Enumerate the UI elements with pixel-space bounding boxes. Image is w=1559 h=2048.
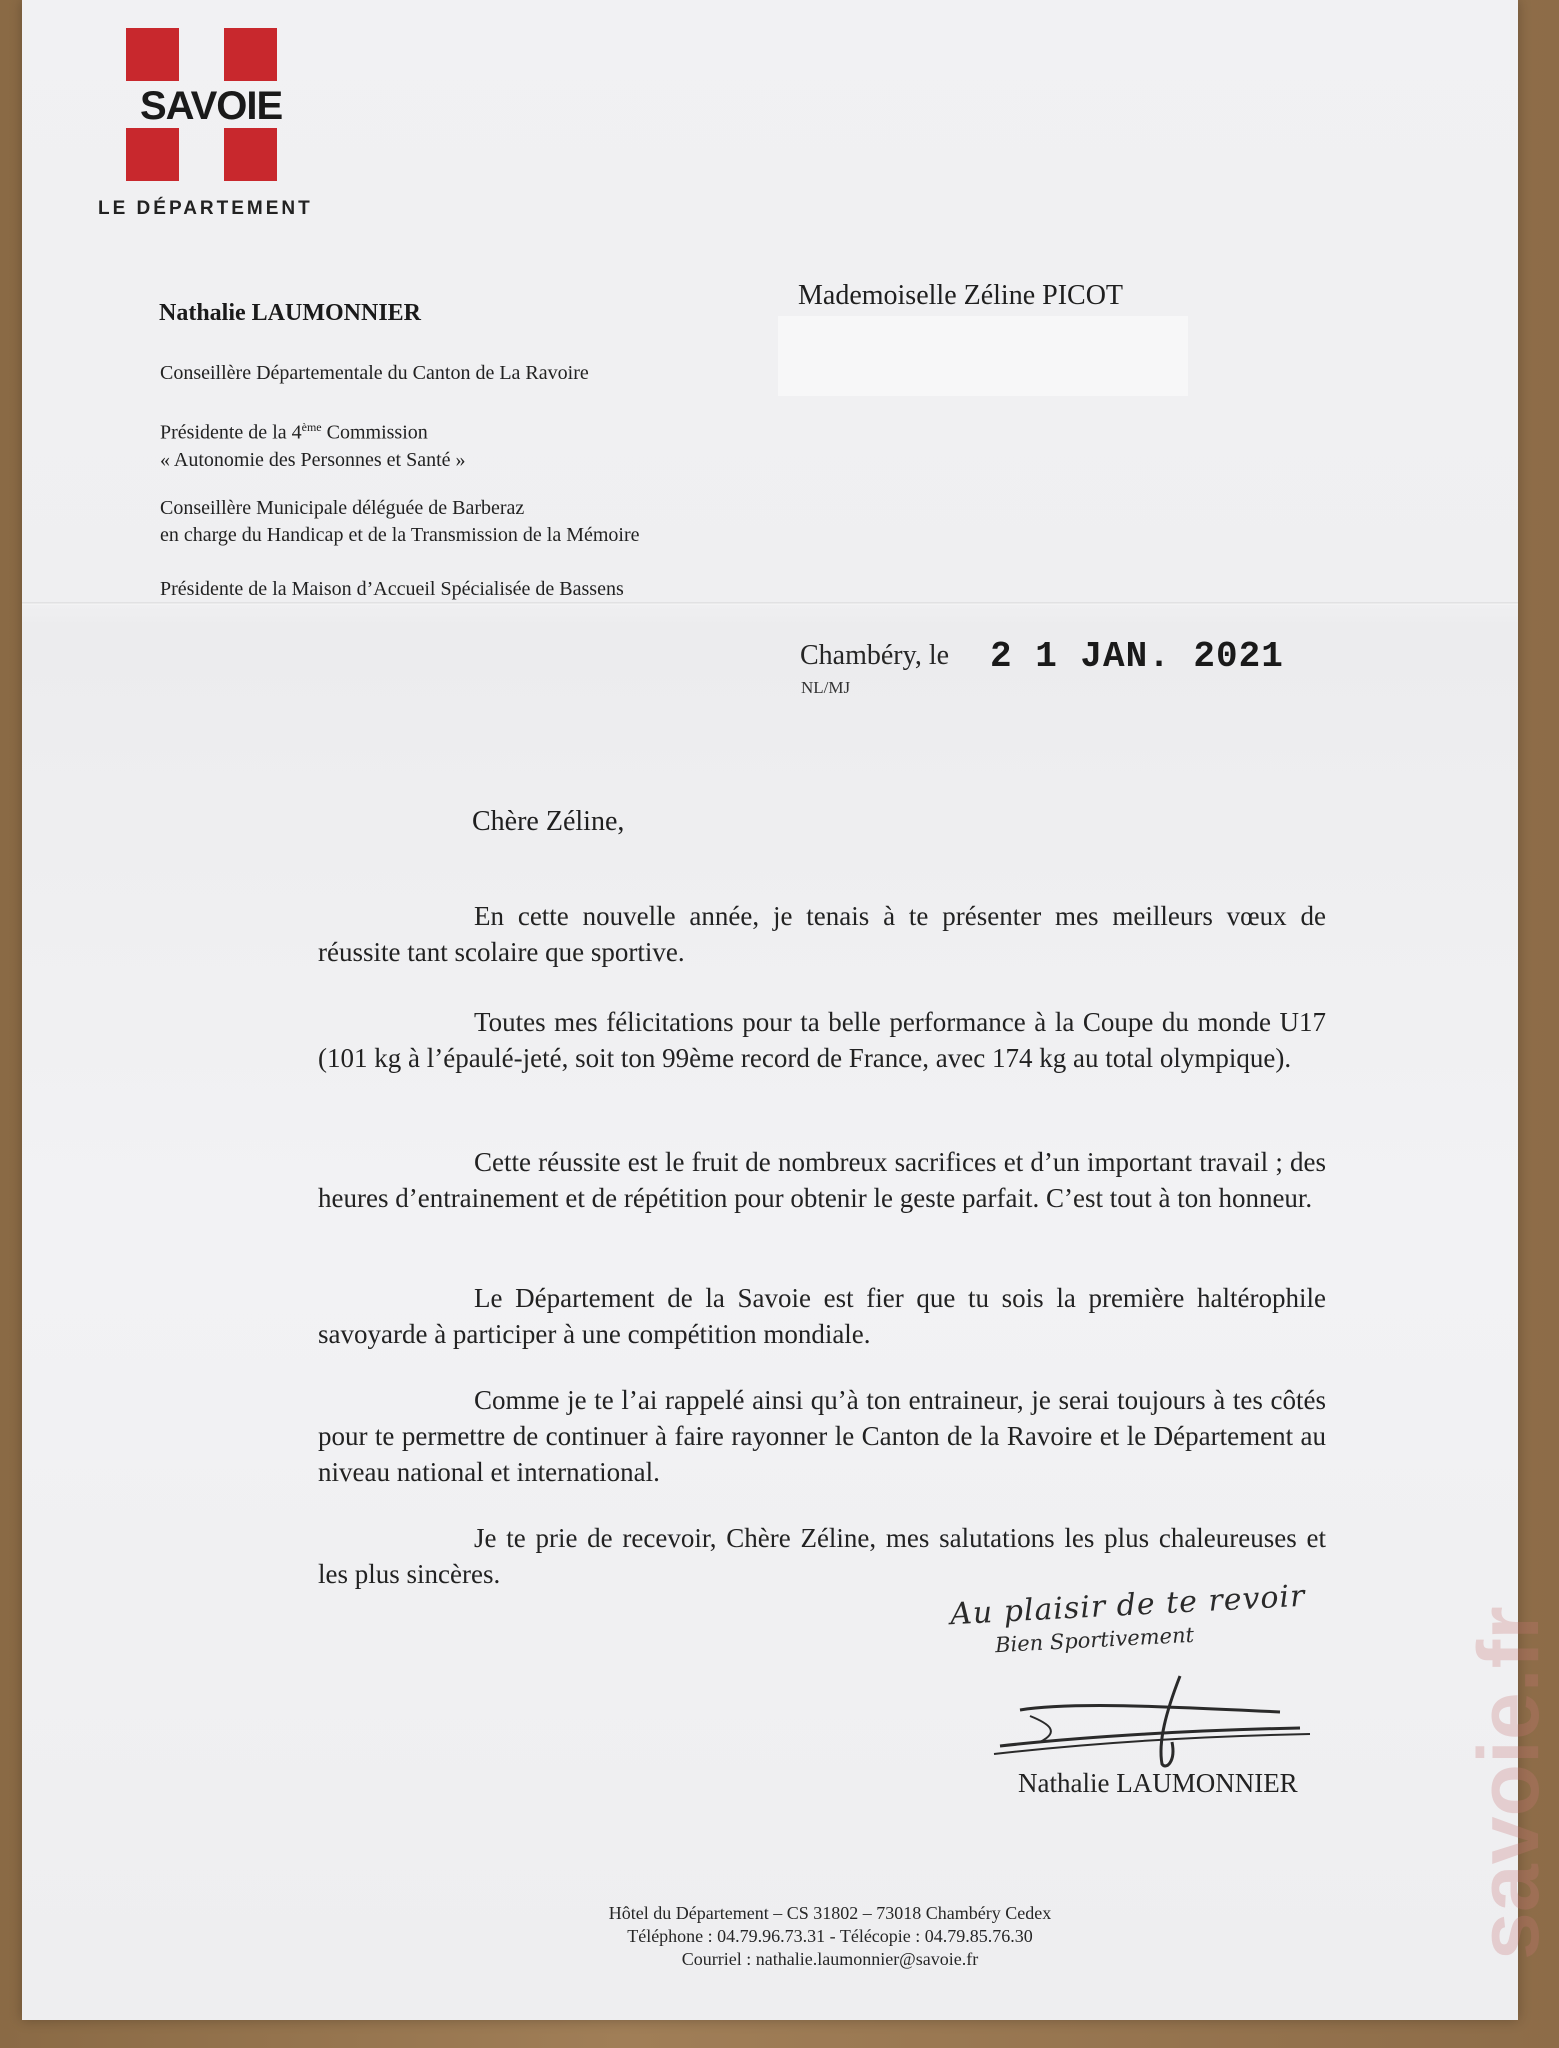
recipient-name: Mademoiselle Zéline PICOT [798,280,1124,311]
logo-square-tr [224,28,277,81]
date-place: Chambéry, le [800,640,950,671]
savoie-watermark: savoie.fr [1461,1606,1557,1960]
logo-brand: SAVOIE [140,84,283,128]
footer-address: Hôtel du Département – CS 31802 – 73018 Chambéry Cedex [608,1903,1052,1923]
handwritten-note-2: Bien Sportivement [994,1622,1195,1658]
footer-phones: Téléphone : 04.79.96.73.31 - Télécopie : 04.79.85.76.30 [627,1926,1033,1946]
paragraph-wishes: En cette nouvelle année, je tenais à te présenter mes meilleurs vœux de réussite tant scolaire que sportive. [318,901,1326,967]
signer-name: Nathalie LAUMONNIER [1018,1768,1298,1798]
logo-square-bl [126,128,179,181]
salutation: Chère Zéline, [472,806,625,837]
sender-role-commission: Présidente de la 4ème Commission « Autonomie des Personnes et Santé » [160,420,466,471]
date-stamp: 2 1 JAN. 2021 [990,636,1284,677]
sender-role-councillor: Conseillère Départementale du Canton de La Ravoire [160,362,589,384]
logo-subtitle: LE DÉPARTEMENT [98,198,313,219]
reference-initials: NL/MJ [801,678,851,697]
signature [980,1672,1320,1772]
paragraph-pride: Le Département de la Savoie est fier que tu sois la première haltérophile savoyarde à participer à une compétition mondiale. [318,1283,1326,1349]
sender-name: Nathalie LAUMONNIER [159,300,421,326]
handwritten-note: Au plaisir de te revoir [949,1578,1307,1633]
paragraph-congrats: Toutes mes félicitations pour ta belle performance à la Coupe du monde U17 (101 kg à l’épaulé-jeté, soit ton 99ème record de France, avec 174 kg au total olympique). [318,1007,1326,1073]
logo-square-br [224,128,277,181]
paragraph-closing: Je te prie de recevoir, Chère Zéline, mes salutations les plus chaleureuses et les plus sincères. [318,1523,1326,1589]
redacted-address [778,316,1188,396]
paragraph-effort: Cette réussite est le fruit de nombreux sacrifices et d’un important travail ; des heures d’entrainement et de répétition pour obtenir le geste parfait. C’est tout à ton honneur. [318,1147,1326,1213]
sender-role-municipal: Conseillère Municipale déléguée de Barberaz en charge du Handicap et de la Transmission de la Mémoire [160,497,640,546]
paragraph-support: Comme je te l’ai rappelé ainsi qu’à ton entraineur, je serai toujours à tes côtés pour te permettre de continuer à faire rayonner le Canton de la Ravoire et le Département au niveau national et international. [318,1385,1326,1487]
sender-role-mas: Présidente de la Maison d’Accueil Spécialisée de Bassens [160,578,624,600]
footer-email: Courriel : nathalie.laumonnier@savoie.fr [681,1949,979,1969]
logo-square-tl [126,28,179,81]
